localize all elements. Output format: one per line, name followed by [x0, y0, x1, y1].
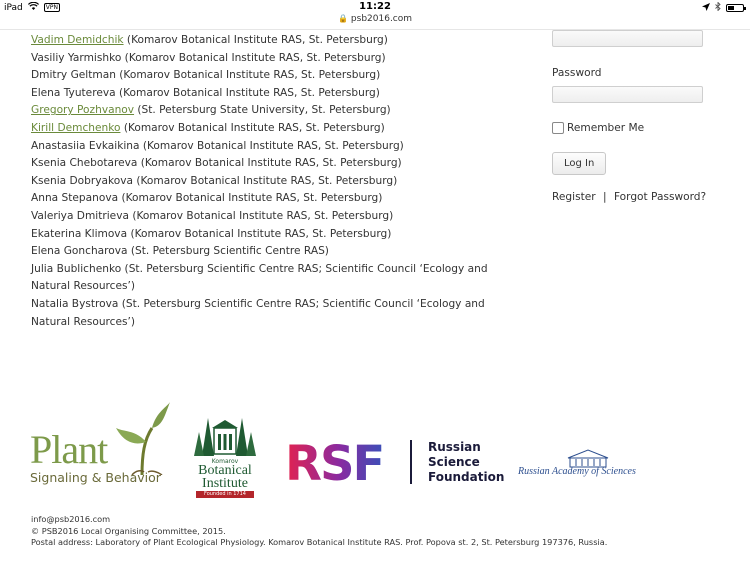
sprout-icon: [112, 400, 172, 475]
committee-list: [31, 32, 516, 331]
committee-member: [31, 261, 516, 296]
member-name: Anastasiia Evkaikina: [31, 139, 140, 152]
register-link[interactable]: Register: [552, 191, 596, 203]
committee-member: [31, 190, 516, 208]
member-affiliation: (Komarov Botanical Institute RAS, St. Petersburg): [132, 174, 398, 187]
member-affiliation: (Komarov Botanical Institute RAS, St. Petersburg): [137, 157, 402, 170]
member-name: Vasiliy Yarmishko: [31, 51, 122, 64]
address-bar[interactable]: [0, 14, 750, 30]
member-name: Ksenia Dobryakova: [31, 174, 133, 187]
committee-member: [31, 138, 516, 156]
komarov-institute-logo[interactable]: [192, 408, 258, 498]
member-affiliation: (Komarov Botanical Institute RAS, St. Petersburg): [118, 192, 383, 205]
footer-email[interactable]: info@psb2016.com: [31, 514, 111, 524]
member-affiliation: (Komarov Botanical Institute RAS, St. Petersburg): [123, 34, 388, 46]
status-bar: [0, 0, 750, 14]
password-input[interactable]: [552, 86, 703, 103]
member-name: Elena Tyutereva: [31, 86, 116, 99]
kbi-ribbon: Founded in 1714: [196, 491, 254, 498]
password-label: Password: [552, 67, 602, 79]
battery-fill: [728, 6, 734, 10]
committee-member: [31, 296, 516, 331]
committee-member: [31, 243, 516, 261]
footer-copyright: © PSB2016 Local Organising Committee, 2015.: [31, 525, 226, 536]
committee-member: [31, 173, 516, 191]
url-text: psb2016.com: [350, 14, 413, 24]
member-name: Valeriya Dmitrieva: [31, 209, 129, 222]
committee-member: [31, 120, 516, 138]
account-links: [552, 191, 712, 203]
member-affiliation: (Komarov Botanical Institute RAS, St. Petersburg): [127, 227, 392, 240]
sponsor-logos: [30, 400, 670, 500]
member-name: Ksenia Chebotareva: [31, 157, 138, 170]
rsf-name: [428, 440, 504, 485]
lock-icon: 🔒: [337, 14, 348, 23]
rsf-divider: [410, 440, 412, 484]
member-name-link[interactable]: Kirill Demchenko: [31, 121, 121, 134]
member-affiliation: (Komarov Botanical Institute RAS, St. Petersburg): [120, 121, 385, 134]
member-affiliation: (Komarov Botanical Institute RAS, St. Petersburg): [128, 209, 394, 222]
remember-label: Remember Me: [567, 122, 645, 134]
committee-member: [31, 67, 516, 85]
rsf-line-2: Science: [428, 455, 480, 469]
status-right: [702, 2, 744, 14]
remember-me[interactable]: [552, 122, 712, 134]
member-name: Natalia Bystrova: [31, 297, 119, 310]
rsf-letters: [285, 440, 397, 484]
member-affiliation: (Komarov Botanical Institute RAS, St. Petersburg): [139, 139, 404, 152]
psb-subtitle: Signaling & Behavior: [30, 470, 161, 485]
member-affiliation: (St. Petersburg Scientific Centre RAS): [127, 245, 329, 258]
vpn-badge: VPN: [45, 4, 58, 11]
kbi-line-2: Botanical: [198, 463, 252, 478]
ras-logo[interactable]: [518, 448, 658, 488]
committee-member: [31, 226, 516, 244]
member-affiliation: (Komarov Botanical Institute RAS, St. Petersburg): [115, 69, 381, 82]
member-affiliation: (St. Petersburg Scientific Centre RAS; Scientific Council ‘Ecology and Natural Resources’): [31, 297, 485, 328]
login-form: [552, 30, 712, 203]
member-affiliation: (St. Petersburg State University, St. Petersburg): [134, 104, 391, 117]
member-name-link[interactable]: Gregory Pozhvanov: [31, 104, 135, 117]
site-footer: [31, 514, 607, 549]
link-separator: |: [603, 191, 607, 203]
battery-icon: [726, 4, 744, 12]
member-affiliation: (Komarov Botanical Institute RAS, St. Petersburg): [115, 86, 380, 99]
footer-address: Postal address: Laboratory of Plant Ecological Physiology. Komarov Botanical Institute RAS. Prof. Popova st. 2, St. Petersburg 197376, Russia.: [31, 537, 608, 547]
member-name: Dmitry Geltman: [31, 69, 116, 82]
rsf-logo[interactable]: [285, 440, 505, 490]
psb-journal-logo[interactable]: [30, 400, 170, 490]
kbi-line-1: Komarov: [211, 458, 239, 465]
member-name: Julia Bublichenko: [31, 262, 122, 275]
rsf-letters-text: RSF: [285, 440, 384, 484]
member-name: Elena Goncharova: [31, 245, 128, 258]
username-input[interactable]: [552, 30, 703, 47]
bluetooth-icon: [715, 2, 721, 14]
clock: 11:22: [359, 1, 391, 12]
forgot-password-link[interactable]: Forgot Password?: [613, 191, 707, 203]
rsf-line-3: Foundation: [428, 470, 505, 484]
academy-building-icon: [566, 448, 610, 468]
kbi-line-3: Institute: [202, 476, 248, 491]
committee-member: [31, 155, 516, 173]
rsf-line-1: Russian: [428, 440, 481, 454]
member-name: Ekaterina Klimova: [31, 227, 128, 240]
device-label: iPad: [4, 2, 23, 13]
psb-title: Plant: [30, 427, 108, 472]
location-arrow-icon: [702, 3, 710, 14]
kbi-name: [192, 464, 258, 490]
ras-text: Russian Academy of Sciences: [518, 466, 636, 477]
committee-member: [31, 85, 516, 103]
committee-member: [31, 102, 516, 120]
remember-checkbox[interactable]: [552, 122, 564, 134]
member-affiliation: (St. Petersburg Scientific Centre RAS; Scientific Council ‘Ecology and Natural Resources’): [31, 262, 488, 293]
member-name-link[interactable]: Vadim Demidchik: [31, 34, 124, 46]
member-affiliation: (Komarov Botanical Institute RAS, St. Petersburg): [121, 51, 386, 64]
committee-member: [31, 32, 516, 50]
member-name: Anna Stepanova: [31, 192, 119, 205]
committee-member: [31, 208, 516, 226]
login-button[interactable]: Log In: [552, 152, 606, 175]
committee-member: [31, 50, 516, 68]
